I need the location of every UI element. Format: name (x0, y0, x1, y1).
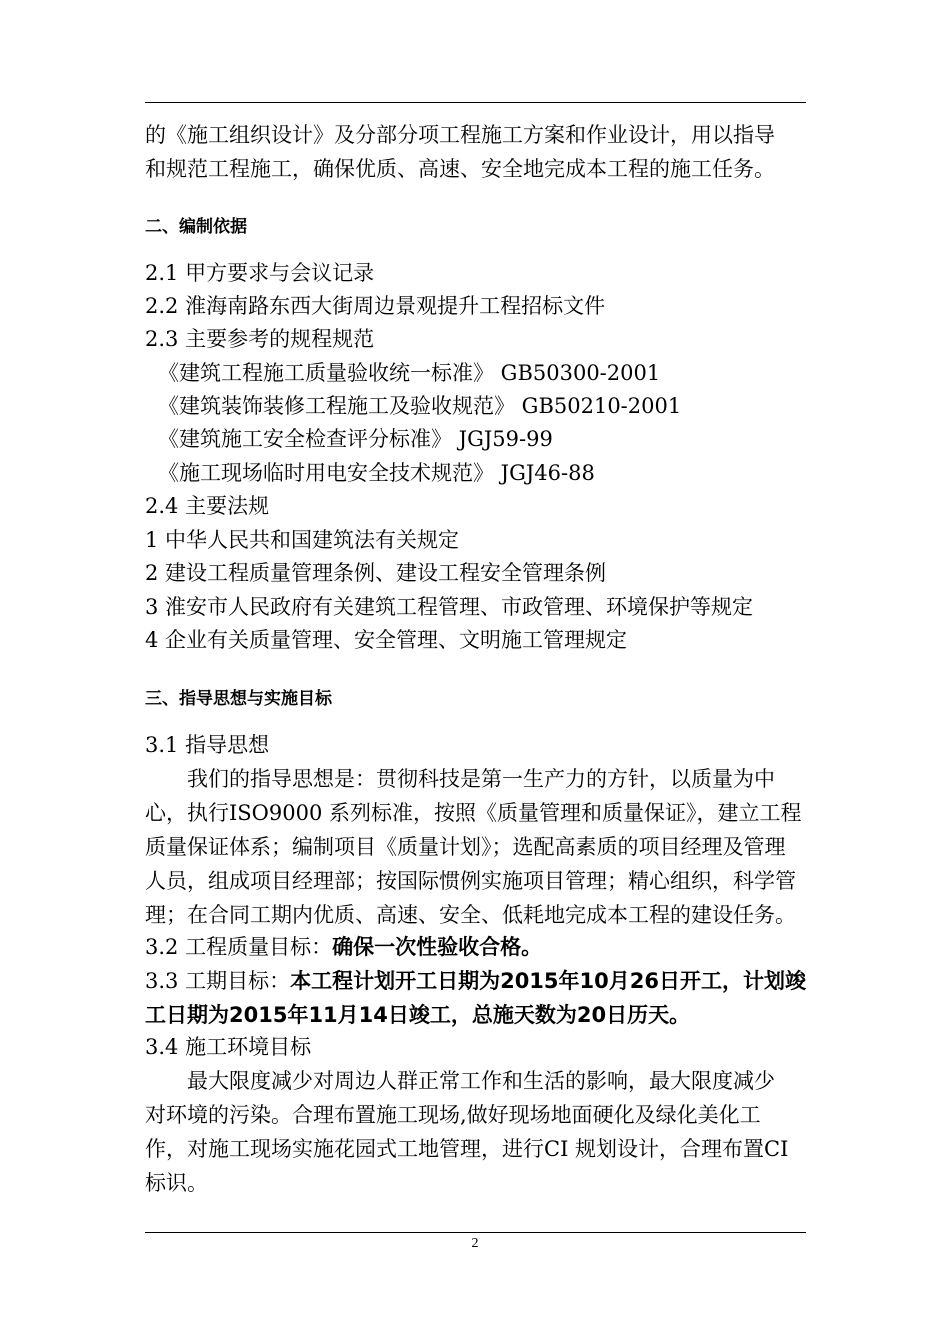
section-2-heading: 二、编制依据 (145, 217, 247, 237)
schedule-goal-label: 3.3 工期目标： (145, 969, 291, 993)
item-3-4: 3.4 施工环境目标 (145, 1035, 312, 1059)
law-item: 4 企业有关质量管理、安全管理、文明施工管理规定 (145, 628, 628, 652)
standard-item: 《建筑工程施工质量验收统一标准》 GB50300-2001 (158, 361, 661, 385)
standard-item: 《施工现场临时用电安全技术规范》 JGJ46-88 (158, 461, 595, 485)
item-3-1: 3.1 指导思想 (145, 733, 270, 757)
env-line: 对环境的污染。合理布置施工现场,做好现场地面硬化及绿化美化工 (145, 1103, 761, 1127)
standard-item: 《建筑装饰装修工程施工及验收规范》 GB50210-2001 (158, 394, 682, 418)
schedule-goal-value: 本工程计划开工日期为2015年10月26日开工，计划竣 (290, 969, 806, 993)
item-2-2: 2.2 淮海南路东西大街周边景观提升工程招标文件 (145, 294, 606, 318)
footer-rule (145, 1232, 806, 1233)
section-3-heading: 三、指导思想与实施目标 (145, 689, 332, 709)
guide-line: 质量保证体系；编制项目《质量计划》；选配高素质的项目经理及管理 (145, 835, 786, 859)
guide-line: 心，执行ISO9000 系列标准，按照《质量管理和质量保证》，建立工程 (145, 801, 802, 825)
header-rule (145, 102, 806, 103)
item-3-3 (145, 964, 806, 998)
page-number: 2 (471, 1236, 479, 1251)
law-item: 1 中华人民共和国建筑法有关规定 (145, 528, 460, 552)
law-item: 3 淮安市人民政府有关建筑工程管理、市政管理、环境保护等规定 (145, 595, 754, 619)
item-2-3: 2.3 主要参考的规程规范 (145, 327, 375, 351)
item-2-1: 2.1 甲方要求与会议记录 (145, 261, 375, 285)
env-line: 标识。 (145, 1171, 208, 1195)
schedule-goal-value-cont: 工日期为2015年11月14日竣工，总施天数为20日历天。 (145, 1003, 691, 1027)
item-2-4: 2.4 主要法规 (145, 494, 270, 518)
env-line: 作，对施工现场实施花园式工地管理，进行CI 规划设计，合理布置CI (145, 1137, 789, 1161)
guide-line: 我们的指导思想是：贯彻科技是第一生产力的方针，以质量为中 (187, 767, 775, 791)
standard-item: 《建筑施工安全检查评分标准》 JGJ59-99 (158, 427, 553, 451)
guide-line: 理；在合同工期内优质、高速、安全、低耗地完成本工程的建设任务。 (145, 903, 796, 927)
intro-line-1: 的《施工组织设计》及分部分项工程施工方案和作业设计，用以指导 (145, 123, 775, 147)
quality-goal-label: 3.2 工程质量目标： (145, 935, 333, 959)
guide-line: 人员，组成项目经理部；按国际惯例实施项目管理；精心组织，科学管 (145, 869, 796, 893)
law-item: 2 建设工程质量管理条例、建设工程安全管理条例 (145, 561, 607, 585)
item-3-2 (145, 930, 542, 964)
intro-line-2: 和规范工程施工，确保优质、高速、安全地完成本工程的施工任务。 (145, 157, 775, 181)
quality-goal-value: 确保一次性验收合格。 (332, 935, 543, 959)
env-line: 最大限度减少对周边人群正常工作和生活的影响，最大限度减少 (187, 1069, 775, 1093)
